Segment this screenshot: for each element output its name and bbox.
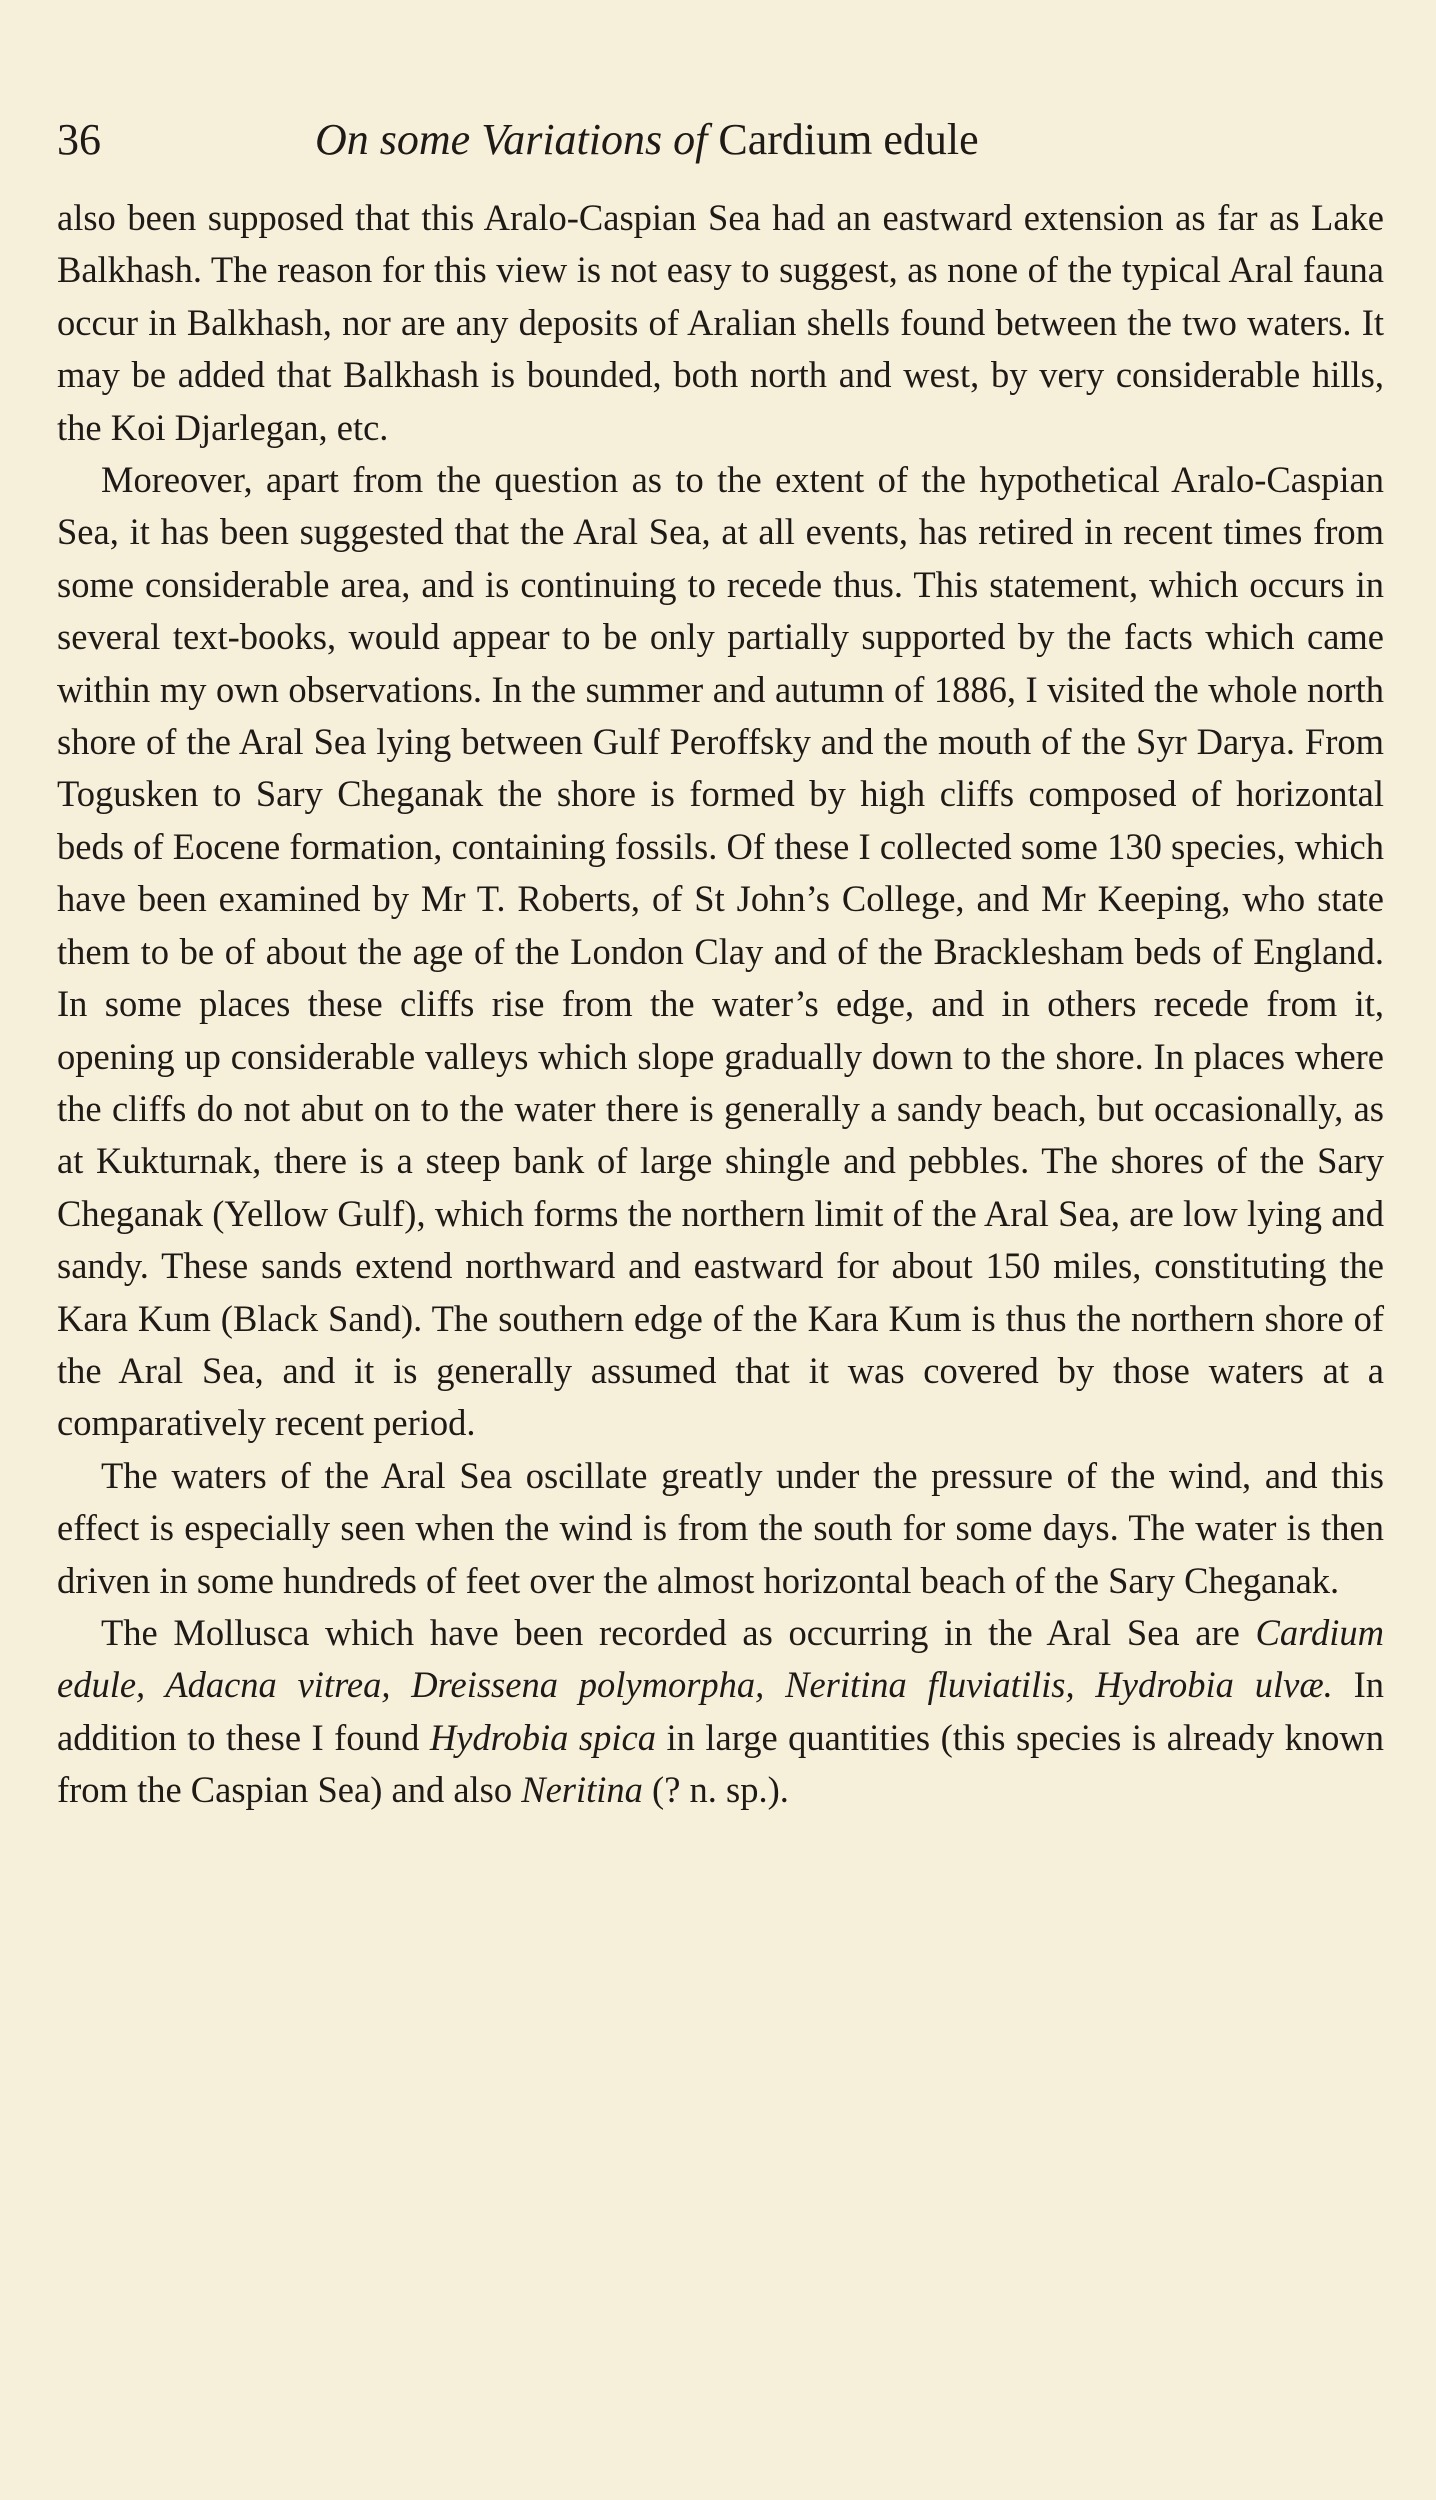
- body-text: [57, 192, 1384, 1817]
- paragraph-4-segment: The Mollusca which have been recorded as occurring in the Aral Sea are: [101, 1611, 1256, 1653]
- page-number: 36: [57, 115, 101, 164]
- paragraph-4-segment: (? n. sp.).: [642, 1769, 789, 1811]
- paragraph-4-species-neritina: Neritina: [521, 1769, 643, 1811]
- paragraph-2: Moreover, apart from the question as to the extent of the hypothetical Aralo-Caspian Sea, it has been suggested that the Aral Sea, at all events, has retired in recent times from some considerable area, and is continuing to recede thus. This statement, which occurs in several text-books, would appear to be only partially supported by the facts which came within my own observations. In the summer and autumn of 1886, I visited the whole north shore of the Aral Sea lying between Gulf Peroffsky and the mouth of the Syr Darya. From Togusken to Sary Cheganak the shore is formed by high cliffs composed of horizontal beds of Eocene formation, containing fossils. Of these I collected some 130 species, which have been examined by Mr T. Roberts, of St John’s College, and Mr Keeping, who state them to be of about the age of the London Clay and of the Bracklesham beds of England. In some places these cliffs rise from the water’s edge, and in others recede from it, opening up considerable valleys which slope gradually down to the shore. In places where the cliffs do not abut on to the water there is generally a sandy beach, but occasionally, as at Kukturnak, there is a steep bank of large shingle and pebbles. The shores of the Sary Cheganak (Yellow Gulf), which forms the northern limit of the Aral Sea, are low lying and sandy. These sands extend northward and eastward for about 150 miles, constituting the Kara Kum (Black Sand). The southern edge of the Kara Kum is thus the northern shore of the Aral Sea, and it is generally assumed that it was covered by those waters at a comparatively recent period.: [57, 459, 1384, 1444]
- paragraph-4: [57, 1607, 1384, 1817]
- paragraph-4-segment: In addition to these I found: [57, 1664, 1385, 1758]
- paragraph-1: also been supposed that this Aralo-Caspian Sea had an eastward extension as far as Lake Balkhash. The reason for this view is not easy to suggest, as none of the typical Aral fauna occur in Balkhash, nor are any deposits of Aralian shells found between the two waters. It may be added that Balkhash is bounded, both north and west, by very considerable hills, the Koi Djarlegan, etc.: [57, 197, 1384, 448]
- page-title-italic: On some Variations of: [315, 115, 708, 164]
- page-title: [315, 110, 979, 170]
- paragraph-4-species-hydrobia-spica: Hydrobia spica: [429, 1716, 656, 1758]
- paragraph-4-segment: in large quantities (this species is already known from the Caspian Sea) and also: [57, 1716, 1384, 1811]
- page-title-roman: Cardium edule: [718, 115, 979, 164]
- paragraph-4-species-list: Cardium edule, Adacna vitrea, Dreissena polymorpha, Neritina fluviatilis, Hydrobia ulvæ.: [57, 1611, 1384, 1706]
- running-head: [57, 110, 1384, 170]
- paragraph-3: The waters of the Aral Sea oscillate greatly under the pressure of the wind, and this effect is especially seen when the wind is from the south for some days. The water is then driven in some hundreds of feet over the almost horizontal beach of the Sary Cheganak.: [57, 1454, 1384, 1601]
